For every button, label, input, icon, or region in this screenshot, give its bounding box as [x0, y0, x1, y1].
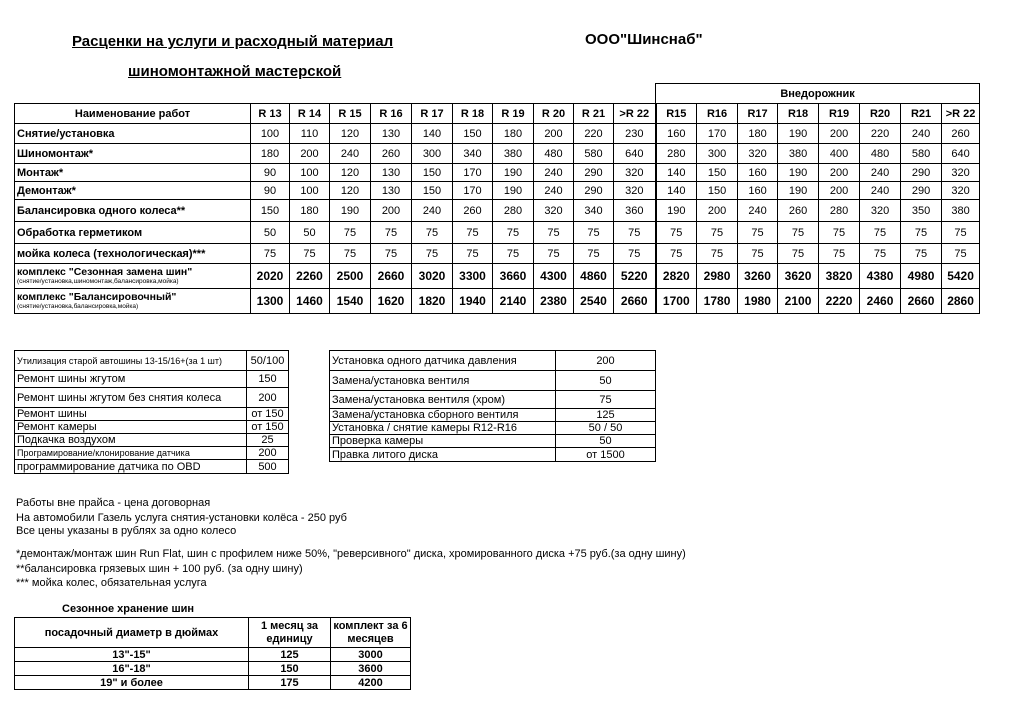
price-cell: 130: [371, 124, 412, 144]
price-cell: 90: [251, 164, 290, 182]
size-header: R18: [778, 104, 819, 124]
size-header: R 21: [574, 104, 614, 124]
combo-price-cell: 2260: [290, 264, 330, 289]
price-cell: 320: [942, 164, 980, 182]
service-price: 200: [247, 388, 289, 408]
price-cell: 260: [942, 124, 980, 144]
price-cell: 75: [942, 244, 980, 264]
size-header: R19: [819, 104, 860, 124]
combo-price-cell: 3020: [412, 264, 453, 289]
service-price: 50: [556, 435, 656, 448]
service-row: [15, 351, 289, 371]
storage-row: [15, 662, 411, 676]
price-cell: 320: [614, 182, 656, 200]
price-cell: 580: [574, 144, 614, 164]
service-name: Ремонт шины жгутом без снятия колеса: [15, 388, 247, 408]
price-cell: 240: [330, 144, 371, 164]
price-cell: 280: [656, 144, 697, 164]
price-cell: 260: [778, 200, 819, 222]
storage-table: [14, 617, 411, 690]
price-cell: 110: [290, 124, 330, 144]
combo-price-cell: 2540: [574, 289, 614, 314]
size-header: R21: [901, 104, 942, 124]
combo-price-cell: 5420: [942, 264, 980, 289]
price-cell: 360: [614, 200, 656, 222]
row-name: Обработка герметиком: [15, 222, 251, 244]
price-cell: 170: [697, 124, 738, 144]
footnote-2: **балансировка грязевых шин + 100 руб. (за одну шину): [16, 563, 303, 575]
service-name: Ремонт шины: [15, 408, 247, 421]
combo-price-cell: 3660: [493, 264, 534, 289]
footnote-1: *демонтаж/монтаж шин Run Flat, шин с профилем ниже 50%, "реверсивного" диска, хромированного диска +75 руб.(за одну шину): [16, 548, 686, 560]
price-cell: 290: [901, 164, 942, 182]
price-cell: 480: [860, 144, 901, 164]
price-cell: 75: [819, 222, 860, 244]
service-price: 25: [247, 434, 289, 447]
combo-price-cell: 2660: [371, 264, 412, 289]
price-cell: 580: [901, 144, 942, 164]
table-row: [15, 200, 980, 222]
combo-price-cell: 2500: [330, 264, 371, 289]
price-cell: 200: [819, 182, 860, 200]
price-cell: 190: [656, 200, 697, 222]
service-row: [330, 409, 656, 422]
combo-price-cell: 1460: [290, 289, 330, 314]
service-row: [15, 421, 289, 434]
service-name: Ремонт камеры: [15, 421, 247, 434]
price-cell: 320: [614, 164, 656, 182]
storage-set-price: 3600: [331, 662, 411, 676]
size-header: R20: [860, 104, 901, 124]
combo-name: [15, 289, 251, 314]
price-cell: 480: [534, 144, 574, 164]
price-cell: 150: [453, 124, 493, 144]
service-name: Замена/установка сборного вентиля: [330, 409, 556, 422]
price-cell: 240: [738, 200, 778, 222]
price-cell: 290: [901, 182, 942, 200]
price-cell: 140: [656, 164, 697, 182]
storage-size: 13"-15": [15, 648, 249, 662]
service-row: [15, 460, 289, 474]
combo-price-cell: 1820: [412, 289, 453, 314]
service-row: [330, 391, 656, 409]
price-cell: 100: [290, 164, 330, 182]
combo-price-cell: 1780: [697, 289, 738, 314]
combo-price-cell: 2020: [251, 264, 290, 289]
price-cell: 75: [493, 222, 534, 244]
combo-price-cell: 2220: [819, 289, 860, 314]
storage-size: 16"-18": [15, 662, 249, 676]
combo-price-cell: 3260: [738, 264, 778, 289]
combo-price-cell: 2460: [860, 289, 901, 314]
service-row: [15, 447, 289, 460]
storage-title: Сезонное хранение шин: [62, 603, 195, 615]
combo-price-cell: 2100: [778, 289, 819, 314]
note-line-3: Все цены указаны в рублях за одно колесо: [16, 525, 237, 537]
combo-price-cell: 3820: [819, 264, 860, 289]
price-cell: 75: [330, 222, 371, 244]
price-cell: 380: [778, 144, 819, 164]
price-cell: 240: [412, 200, 453, 222]
price-cell: 75: [412, 244, 453, 264]
price-cell: 75: [493, 244, 534, 264]
price-cell: 120: [330, 124, 371, 144]
price-cell: 240: [860, 164, 901, 182]
size-header: R 17: [412, 104, 453, 124]
price-cell: 190: [778, 124, 819, 144]
price-cell: 190: [330, 200, 371, 222]
combo-row: [15, 289, 980, 314]
price-cell: 290: [574, 164, 614, 182]
row-name: Монтаж*: [15, 164, 251, 182]
service-name: Подкачка воздухом: [15, 434, 247, 447]
price-cell: 170: [453, 164, 493, 182]
price-cell: 350: [901, 200, 942, 222]
row-name: Снятие/установка: [15, 124, 251, 144]
company-name: ООО"Шинснаб": [585, 31, 703, 48]
service-name: Програмирование/клонирование датчика: [15, 447, 247, 460]
price-cell: 50: [251, 222, 290, 244]
size-header: R 14: [290, 104, 330, 124]
price-cell: 220: [574, 124, 614, 144]
price-cell: 380: [493, 144, 534, 164]
combo-price-cell: 2380: [534, 289, 574, 314]
service-name: Замена/установка вентиля (хром): [330, 391, 556, 409]
service-row: [15, 434, 289, 447]
storage-row: [15, 676, 411, 690]
table-row: [15, 244, 980, 264]
price-cell: 260: [453, 200, 493, 222]
price-cell: 100: [290, 182, 330, 200]
price-cell: 190: [493, 182, 534, 200]
size-header: R 13: [251, 104, 290, 124]
storage-size: 19" и более: [15, 676, 249, 690]
size-header: >R 22: [614, 104, 656, 124]
size-header: R17: [738, 104, 778, 124]
combo-price-cell: 5220: [614, 264, 656, 289]
service-name: программирование датчика по OBD: [15, 460, 247, 474]
price-cell: 75: [534, 244, 574, 264]
price-cell: 150: [412, 164, 453, 182]
page-subtitle: шиномонтажной мастерской: [128, 63, 342, 80]
price-cell: 290: [574, 182, 614, 200]
service-price: 125: [556, 409, 656, 422]
combo-subtitle: (снятие/установка,балансировка,мойка): [17, 302, 139, 310]
price-cell: 75: [738, 244, 778, 264]
price-cell: 75: [534, 222, 574, 244]
price-cell: 75: [574, 244, 614, 264]
storage-month-price: 150: [249, 662, 331, 676]
price-cell: 200: [534, 124, 574, 144]
combo-price-cell: 3620: [778, 264, 819, 289]
note-line-1: Работы вне прайса - цена договорная: [16, 497, 211, 509]
combo-price-cell: 1620: [371, 289, 412, 314]
combo-price-cell: 1980: [738, 289, 778, 314]
price-cell: 230: [614, 124, 656, 144]
price-cell: 75: [574, 222, 614, 244]
service-name: Ремонт шины жгутом: [15, 371, 247, 388]
price-cell: 140: [412, 124, 453, 144]
left-services-table: [14, 350, 289, 474]
service-row: [330, 351, 656, 371]
price-cell: 150: [251, 200, 290, 222]
price-cell: 240: [860, 182, 901, 200]
footnote-3: *** мойка колес, обязательная услуга: [16, 577, 207, 589]
price-cell: 160: [738, 182, 778, 200]
price-cell: 75: [371, 222, 412, 244]
combo-title: комплекс "Сезонная замена шин": [17, 265, 193, 278]
row-name: Демонтаж*: [15, 182, 251, 200]
size-header: R 15: [330, 104, 371, 124]
storage-col-size: посадочный диаметр в дюймах: [15, 618, 249, 648]
service-price: от 150: [247, 408, 289, 421]
price-cell: 300: [697, 144, 738, 164]
service-row: [15, 371, 289, 388]
size-header: R16: [697, 104, 738, 124]
combo-price-cell: 2980: [697, 264, 738, 289]
service-row: [330, 435, 656, 448]
price-cell: 340: [453, 144, 493, 164]
price-cell: 75: [738, 222, 778, 244]
service-name: Установка одного датчика давления: [330, 351, 556, 371]
service-row: [15, 408, 289, 421]
combo-price-cell: 4380: [860, 264, 901, 289]
price-cell: 240: [534, 164, 574, 182]
service-price: 75: [556, 391, 656, 409]
price-cell: 240: [534, 182, 574, 200]
size-header: R15: [656, 104, 697, 124]
combo-price-cell: 1700: [656, 289, 697, 314]
combo-price-cell: 1940: [453, 289, 493, 314]
price-cell: 170: [453, 182, 493, 200]
service-price: 500: [247, 460, 289, 474]
combo-price-cell: 2660: [901, 289, 942, 314]
size-header: R 19: [493, 104, 534, 124]
price-cell: 220: [860, 124, 901, 144]
price-table: [14, 83, 980, 314]
storage-col-set: комплект за 6 месяцев: [331, 618, 411, 648]
price-cell: 200: [371, 200, 412, 222]
service-name: Проверка камеры: [330, 435, 556, 448]
storage-col-month: 1 месяц за единицу: [249, 618, 331, 648]
price-cell: 75: [860, 222, 901, 244]
price-cell: 200: [290, 144, 330, 164]
row-name: Шиномонтаж*: [15, 144, 251, 164]
row-name: мойка колеса (технологическая)***: [15, 244, 251, 264]
service-row: [330, 448, 656, 462]
combo-price-cell: 1540: [330, 289, 371, 314]
price-cell: 150: [412, 182, 453, 200]
price-cell: 260: [371, 144, 412, 164]
offroad-label: Внедорожник: [656, 84, 980, 104]
service-price: 50 / 50: [556, 422, 656, 435]
price-cell: 240: [901, 124, 942, 144]
price-cell: 75: [778, 222, 819, 244]
price-cell: 75: [251, 244, 290, 264]
combo-price-cell: 2860: [942, 289, 980, 314]
storage-row: [15, 648, 411, 662]
price-cell: 180: [251, 144, 290, 164]
service-price: от 150: [247, 421, 289, 434]
service-price: 50/100: [247, 351, 289, 371]
price-cell: 75: [819, 244, 860, 264]
price-cell: 190: [778, 164, 819, 182]
price-cell: 75: [942, 222, 980, 244]
service-row: [330, 422, 656, 435]
combo-title: комплекс "Балансировочный": [17, 290, 177, 303]
service-price: 150: [247, 371, 289, 388]
combo-price-cell: 2660: [614, 289, 656, 314]
combo-price-cell: 1300: [251, 289, 290, 314]
price-cell: 200: [819, 164, 860, 182]
price-cell: 320: [738, 144, 778, 164]
storage-month-price: 175: [249, 676, 331, 690]
service-name: Замена/установка вентиля: [330, 371, 556, 391]
price-cell: 75: [860, 244, 901, 264]
price-cell: 120: [330, 164, 371, 182]
price-cell: 75: [697, 222, 738, 244]
combo-subtitle: (снятие/установка,шиномонтаж,балансировка,мойка): [17, 277, 179, 285]
price-cell: 75: [371, 244, 412, 264]
price-cell: 75: [901, 222, 942, 244]
service-price: 50: [556, 371, 656, 391]
right-services-table: [329, 350, 656, 462]
price-cell: 75: [412, 222, 453, 244]
storage-set-price: 3000: [331, 648, 411, 662]
table-row: [15, 164, 980, 182]
price-cell: 75: [778, 244, 819, 264]
price-cell: 90: [251, 182, 290, 200]
price-cell: 75: [656, 244, 697, 264]
price-cell: 180: [738, 124, 778, 144]
combo-price-cell: 2820: [656, 264, 697, 289]
price-cell: 130: [371, 164, 412, 182]
price-cell: 200: [819, 124, 860, 144]
price-cell: 640: [942, 144, 980, 164]
price-cell: 160: [656, 124, 697, 144]
table-row: [15, 144, 980, 164]
name-header: Наименование работ: [15, 104, 251, 124]
price-cell: 190: [493, 164, 534, 182]
combo-price-cell: 4300: [534, 264, 574, 289]
table-row: [15, 222, 980, 244]
service-price: 200: [247, 447, 289, 460]
service-row: [15, 388, 289, 408]
price-cell: 75: [453, 244, 493, 264]
price-cell: 640: [614, 144, 656, 164]
size-header: R 20: [534, 104, 574, 124]
price-cell: 100: [251, 124, 290, 144]
combo-row: [15, 264, 980, 289]
price-cell: 75: [453, 222, 493, 244]
combo-price-cell: 4980: [901, 264, 942, 289]
table-row: [15, 182, 980, 200]
price-cell: 280: [493, 200, 534, 222]
storage-month-price: 125: [249, 648, 331, 662]
price-cell: 75: [330, 244, 371, 264]
price-cell: 140: [656, 182, 697, 200]
price-cell: 200: [697, 200, 738, 222]
price-cell: 320: [860, 200, 901, 222]
price-cell: 130: [371, 182, 412, 200]
price-cell: 400: [819, 144, 860, 164]
combo-price-cell: 2140: [493, 289, 534, 314]
row-name: Балансировка одного колеса**: [15, 200, 251, 222]
service-price: 200: [556, 351, 656, 371]
service-name: Утилизация старой автошины 13-15/16+(за 1 шт): [15, 351, 247, 371]
price-cell: 75: [614, 244, 656, 264]
price-cell: 300: [412, 144, 453, 164]
combo-name: [15, 264, 251, 289]
price-cell: 380: [942, 200, 980, 222]
size-header: R 16: [371, 104, 412, 124]
note-line-2: На автомобили Газель услуга снятия-установки колёса - 250 руб: [16, 512, 347, 524]
service-name: Установка / снятие камеры R12-R16: [330, 422, 556, 435]
price-cell: 340: [574, 200, 614, 222]
price-cell: 120: [330, 182, 371, 200]
table-row: [15, 124, 980, 144]
price-cell: 180: [493, 124, 534, 144]
price-cell: 160: [738, 164, 778, 182]
price-cell: 180: [290, 200, 330, 222]
page-title: Расценки на услуги и расходный материал: [72, 33, 394, 50]
size-header: R 18: [453, 104, 493, 124]
price-cell: 75: [614, 222, 656, 244]
price-cell: 280: [819, 200, 860, 222]
price-cell: 75: [697, 244, 738, 264]
size-header: >R 22: [942, 104, 980, 124]
price-cell: 75: [656, 222, 697, 244]
price-cell: 150: [697, 164, 738, 182]
storage-set-price: 4200: [331, 676, 411, 690]
service-name: Правка литого диска: [330, 448, 556, 462]
price-cell: 320: [534, 200, 574, 222]
combo-price-cell: 3300: [453, 264, 493, 289]
service-price: от 1500: [556, 448, 656, 462]
price-cell: 75: [290, 244, 330, 264]
price-cell: 150: [697, 182, 738, 200]
service-row: [330, 371, 656, 391]
price-cell: 75: [901, 244, 942, 264]
price-cell: 50: [290, 222, 330, 244]
price-cell: 190: [778, 182, 819, 200]
price-cell: 320: [942, 182, 980, 200]
combo-price-cell: 4860: [574, 264, 614, 289]
